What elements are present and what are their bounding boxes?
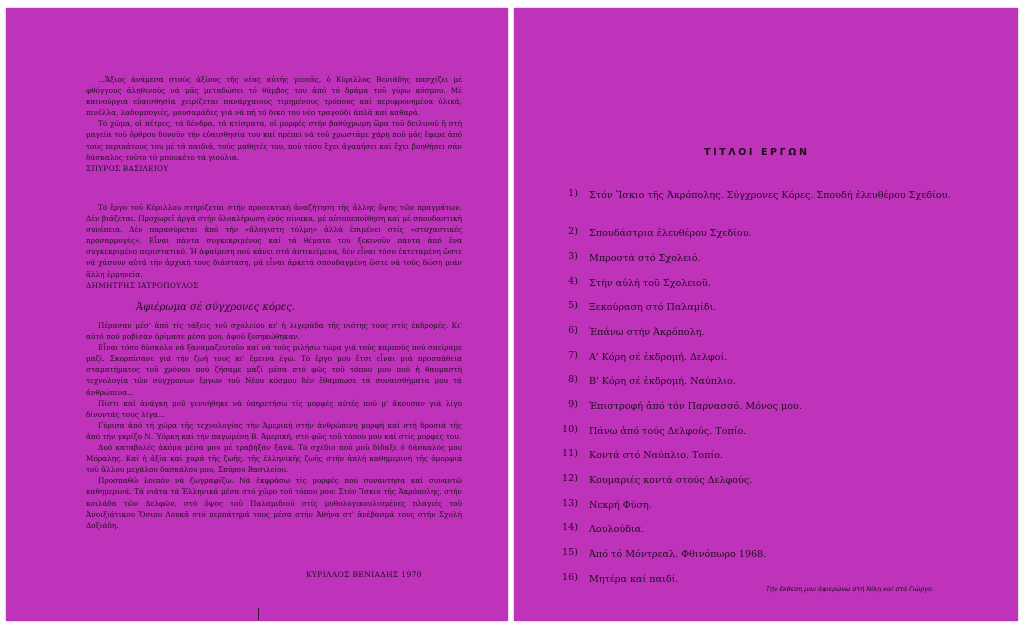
paragraph: Τό ἔργο τοῦ Κύριλλου στηρίζεται στήν προσεκτική ἀναζήτηση τῆς ἄλλης ὄψης τῶν πραγμάτων. Δέν βιάζεται. Προχωρεῖ ἀργά στήν ὁλοκλήρωση ἑνός πίνακα, μέ αὐτοπεποίθηση καί μέ σπουδαστική συνέπεια. Δέν παρασύρεται ἀπό τήν «ἄλογιστη τόλμη» ἀλλά ἐπιμένει στίς «στοχαστικές προσαρμογές». Εἶναι πάντα συγκεκριμένος καί τά θέματα του ξεκινοῦν πάντα ἀπό ἕνα συγκεκριμένο περιστατικό. Ἡ ἀφαίρεση πού κάνει στά ἀντικείμενα, δέν εἶναι τόσο ἐκτεταμένη ὥστε νά χάσουν αὐτά τήν ἀρχική τους διάσταση, μά εἶναι ἀρκετά σπουδαγμένη ὥστε νά τούς δώση μιάν ἄλλη ἑρμηνεία.: [86, 203, 462, 279]
work-number: 8): [568, 374, 578, 385]
work-title: Στόν Ἴσκιο τῆς Ἀκρόπολης. Σύγχρονες Κόρες. Σπουδή ἐλευθέρου Σχεδίου.: [589, 190, 951, 201]
work-title: Νεκρή Φύση.: [589, 500, 652, 511]
paragraph: ...Ἄξιος ἀνάμεσα στούς ἀξίους τῆς νέας αὐτῆς γενεᾶς, ὁ Κύριλλος Βενιάδης πασχίζει μέ φθόγγους ἀληθινούς νά μᾶς μεταδώσει τό θάμβος του ἀπό τό δράμα τοῦ γύρω κόσμου. Μέ καινούργια εὐαισθησία χειρίζεται πανάρχαιους τιμημένους τρόπους καί περιφρονημένα ὑλικά, πινέλλα, λαδομπογιές, μουσαμάδες γιά νά πῆ τό δικό του νέο τραγούδι ἁπλᾶ καί καθαρά.: [86, 75, 462, 118]
work-title: Πάνω ἀπό τούς Δελφούς. Τοπίο.: [589, 426, 747, 437]
work-number: 7): [568, 350, 578, 361]
work-number: 3): [568, 251, 578, 262]
work-title: Σπουδάστρια ἐλευθέρου Σχεδίου.: [589, 228, 752, 239]
paragraph: Προσπαθῶ λοιπόν νά ζωγραφίζω. Νά ἐκφράσω τίς μορφές πού συναντησα καί συναντῶ καθημερινά. Τά νιάτα τά Ἑλληνικά μέσα στό χῶρο τοῦ τόπου μου: Στόν Ἴσκιο τῆς Ἀκρόπολης, στήν κοιλάδα τῶν Δελφῶν, στό ὄψος τοῦ Παλαμιδιοῦ στίς μυθολογικουλισμένες πλαγιές τοῦ Ἀνοιξιάτικου Ὅσιου Λουκᾶ στό περπάτημά τους μέσα στήν Ἀθήνα στ' ἀνέβασμά τους στήν Σχολή Δοξιάδη.: [86, 476, 462, 530]
intro-text-block: [86, 74, 462, 174]
critique-text-block: [86, 202, 462, 291]
work-title: Στήν αὐλή τοῦ Σχολειοῦ.: [589, 278, 711, 289]
work-title: Κοντά στό Ναύπλιο. Τοπίο.: [589, 450, 724, 461]
work-number: 13): [562, 498, 578, 509]
work-number: 9): [568, 399, 578, 410]
signature-vasileiou: ΣΠΥΡΟΣ ΒΑΣΙΛΕΙΟΥ: [86, 163, 169, 173]
dedication-note: Τήν ἔκθεση μου ἀφιερώνω στή Νίκη καί στό Γιῶργο: [766, 585, 932, 593]
work-title: Κουμαριές κοντά στούς Δελφούς.: [589, 475, 753, 486]
work-title: Ἐπιστροφή ἀπό τόν Παρνασσό. Μόνος μου.: [589, 401, 802, 412]
work-title: Ἀπό τό Μόντρεαλ. Φθινόπωρο 1968.: [589, 549, 767, 560]
work-number: 4): [568, 276, 578, 287]
section-subheading: Ἀφιέρωμα σέ σύγχρονες κόρες.: [136, 302, 296, 313]
work-number: 16): [562, 572, 578, 583]
work-title: Μητέρα καί παιδί.: [589, 574, 679, 585]
left-page: [6, 8, 508, 621]
paragraph: Δυό καταβολές ἀκόμα μέσα μου μέ τραβήξαν ξανά. Τό σχέδιο πού μοῦ δίδαξε ὁ δάσκαλός μου Μόραλης. Καί ἡ ἀξία καί χαρά τῆς ζωῆς, τῆς ἑλληνικῆς ζωῆς στήν ἁπλή καθημερινή τῆς ὀμορφιά τοῦ ἄλλου μεγάλου δασκάλου μου, Σπύρου Βασιλείου.: [86, 443, 462, 475]
artist-signature: ΚΥΡΙΛΛΟΣ ΒΕΝΙΑΔΗΣ 1970: [306, 570, 422, 579]
work-title: Λουλούδια.: [589, 524, 645, 535]
paragraph: Πέρασαν μέσ' ἀπό τίς τάξεις τοῦ σχολείου κι' ἡ λιγεράδα τῆς νιότης τους στίς ἐκδρομές. Κι' αὐτό πού μοβίσαν ὁρίμασε μέσα μου, ἀφοῦ ξεσηκώθηκαν.: [86, 321, 462, 342]
work-title: Μπροστά στό Σχολειό.: [589, 253, 701, 264]
work-title: Β' Κόρη σέ ἐκδρομή. Ναύπλιο.: [589, 376, 736, 387]
work-title: Α' Κόρη σέ ἐκδρομή. Δελφοί.: [589, 352, 728, 363]
work-number: 15): [562, 547, 578, 558]
work-number: 5): [568, 300, 578, 311]
paragraph: Γύρισα ἀπό τή χώρα τῆς τεχνολογίας τήν Ἀμερική στήν ἀνθρώπινη μορφή καί στή δροσιά τῆς ἀπό τήν γκρίζο Ν. Ὑόρκη καί τήν παγωμένη Β. Ἀμερική, στό φῶς τοῦ τόπου μου καί στίς μορφές του.: [86, 420, 462, 441]
paragraph: Πίστι καί ἀνάγκη μοῦ γεννήθηκε νά ὑπηρετήσω τίς μορφές αὐτές πού μ' ἄκουσαν γιά λίγο δίνοντάς τους λίγα...: [86, 398, 462, 419]
work-title: Ξεκούραση στό Παλαμίδι.: [589, 302, 717, 313]
work-number: 1): [568, 188, 578, 199]
fold-mark: [258, 608, 259, 620]
work-number: 2): [568, 226, 578, 237]
signature-iatropoulos: ΔΗΜΗΤΡΗΣ ΙΑΤΡΟΠΟΥΛΟΣ: [86, 280, 199, 290]
works-title: ΤΙΤΛΟΙ ΕΡΓΩΝ: [704, 147, 810, 158]
work-number: 12): [562, 473, 578, 484]
work-title: Ἐπάνω στήν Ἀκρόπολη.: [589, 327, 705, 338]
right-page: [514, 8, 1018, 621]
work-number: 10): [562, 424, 578, 435]
paragraph: Εἶναι τόσο δύσκολο νά ξαναμαζευτοῦν καί νά τούς μιλήσω τώρα γιά τούς καρπούς πού σπείραμε μαζί. Σκορπίσανε γιά τήν ζωή τους κι' ἔμεινα ἐγώ. Τό ἔργο μου ἔτσι εἶναι μιά προσπάθεια σταματήματος τοῦ χρόνου πού ζήσαμε μαζί μέσα στό φῶς τοῦ τόπου μου πού ἡ θαυμαστή τεχνολογία τῶν σύγχρονων ἔργων τοῦ Νέου κόσμου δέν ἔθαμπωσε τά συναισθήματα μου τά ἀνθρώπινα...: [86, 343, 462, 397]
work-number: 6): [568, 325, 578, 336]
paragraph: Τό χῶμα, οἱ πέτρες, τά δένδρα, τά κτίσματα, οἱ μορφές στήν βαθύχρωμη ὥρα τοῦ δειλινοῦ ἢ στή μαγεία τοῦ ὄρθρου δονοῦν τήν εὐαισθησία του καί πρέπει νά τοῦ χρωστᾶμε χάρη πού μᾶς ἔφερε ἀπό τούς περιπάτους του μέ τά παιδιά, τούς μαθητές του, πού τόσο ἔχει ἀγαπήσει καί ἔχει βοηθήσει σάν δάσκαλος τοῦτο τό μπουκέτο τά γιούλια.: [86, 119, 462, 162]
work-number: 14): [562, 522, 578, 533]
dedication-essay-block: [86, 320, 462, 531]
work-number: 11): [562, 448, 578, 459]
